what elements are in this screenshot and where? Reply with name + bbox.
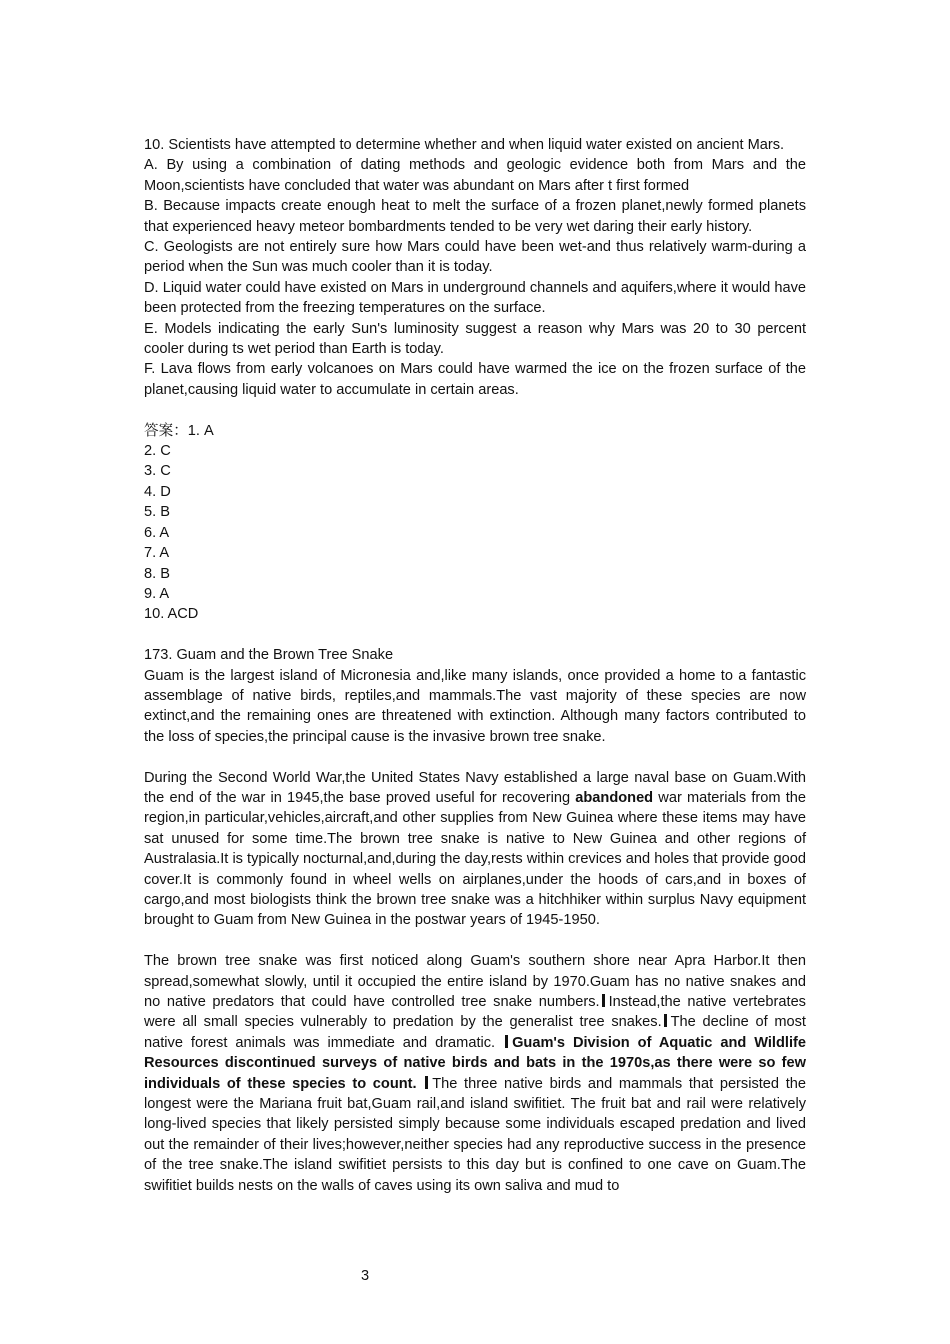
option-a: A. By using a combination of dating methods and geologic evidence both from Mars and the Moon,scientists have concluded that water was abundant on Mars after t first formed [144,157,806,194]
paragraph-text: The three native birds and mammals that persisted the longest were the Mariana fruit bat,Guam rail,and island swifitiet. The fruit bat and rail were relatively long-lived species that likely persisted simply because some individuals escaped predation and lived out the remainder of their lives;however,neither species had any reproductive success in the presence of the tree snake.The island swifitiet persists to this day but is confined to one cave on Guam.The swifitiet builds nests on the walls of caves using its own saliva and mud to [144,1075,806,1194]
answer-item: 6. A [144,524,170,541]
page-number: 3 [360,1268,370,1284]
answer-item: 9. A [144,585,170,602]
paragraph-text: war materials from the region,in particular,vehicles,aircraft,and other supplies from New Guinea where these items may have sat unused for some time.The brown tree snake is native to New Guinea and other regions of Australasia.It is typically nocturnal,and,during the day,rests within crevices and holes that provide good cover.It is commonly found in wheel wells on airplanes,under the hoods of cars,and in boxes of cargo,and most biologists think the brown tree snake was a hitchhiker within surplus Navy equipment brought to Guam from New Guinea in the postwar years of 1945-1950. [144,789,807,929]
highlighted-sentence: Guam's Division of Aquatic and Wildlife Resources discontinued surveys of native birds and bats in the 1970s,as there were so few individuals of these species to count. [144,1034,806,1092]
answer-label: 答案： [144,422,188,439]
answer-item: 7. A [144,545,170,562]
answer-item: 8. B [144,565,170,582]
answer-item: 1. A [187,422,214,439]
answer-item: 3. C [144,463,171,480]
spacer [144,747,806,767]
option-f: F. Lava flows from early volcanoes on Mars could have warmed the ice on the frozen surface of the planet,causing liquid water to accumulate in certain areas. [144,361,806,398]
paragraph-text: The decline of most native forest animals was immediate and dramatic. [144,1014,806,1051]
paragraph-text: Instead,the native vertebrates were all small species vulnerably to predation by the generalist tree snakes. [144,994,806,1031]
option-b: B. Because impacts create enough heat to melt the surface of a frozen planet,newly formed planets that experienced heavy meteor bombardments tended to be very wet daring their early history. [144,198,806,235]
answer-item: 5. B [144,504,170,521]
insertion-square-icon [505,1035,508,1048]
insertion-square-icon [664,1014,667,1027]
option-d: D. Liquid water could have existed on Mars in underground channels and aquifers,where it would have been protected from the freezing temperatures on the surface. [144,279,806,317]
spacer [144,931,806,951]
answer-item: 10. ACD [144,606,199,623]
insertion-square-icon [602,994,605,1007]
option-c: C. Geologists are not entirely sure how Mars could have been wet-and thus relatively warm-during a period when the Sun was much cooler than it is today. [144,239,806,276]
document-page [144,135,806,1196]
answer-key-first-line [144,421,806,441]
passage-title: 173. Guam and the Brown Tree Snake [144,647,394,664]
option-e: E. Models indicating the early Sun's luminosity suggest a reason why Mars was 20 to 30 percent cooler during ts wet period than Earth is today. [144,320,806,358]
paragraph-text: The brown tree snake was first noticed along Guam's southern shore near Apra Harbor.It then spread,somewhat slowly, until it occupied the entire island by 1970.Guam has no native snakes and no native predators that could have controlled tree snake numbers. [144,953,806,1010]
passage-paragraph-1: Guam is the largest island of Micronesia and,like many islands, once provided a home to a fantastic assemblage of native birds, reptiles,and mammals.The vast majority of these species are now extinct,and the remaining ones are threatened with extinction. Although many factors contributed to the loss of species,the principal cause is the invasive brown tree snake. [144,667,806,745]
answer-item: 4. D [144,483,171,500]
passage-paragraph-3 [144,951,806,1196]
spacer [144,400,806,420]
answer-item: 2. C [144,443,171,460]
insertion-square-icon [425,1076,428,1089]
spacer [144,625,806,645]
paragraph-text: During the Second World War,the United States Navy established a large naval base on Guam.With the end of the war in 1945,the base proved useful for recovering [144,769,806,806]
question-10-stem: 10. Scientists have attempted to determine whether and when liquid water existed on ancient Mars. [144,137,785,153]
passage-paragraph-2 [144,768,806,931]
highlighted-word: abandoned [575,789,654,806]
